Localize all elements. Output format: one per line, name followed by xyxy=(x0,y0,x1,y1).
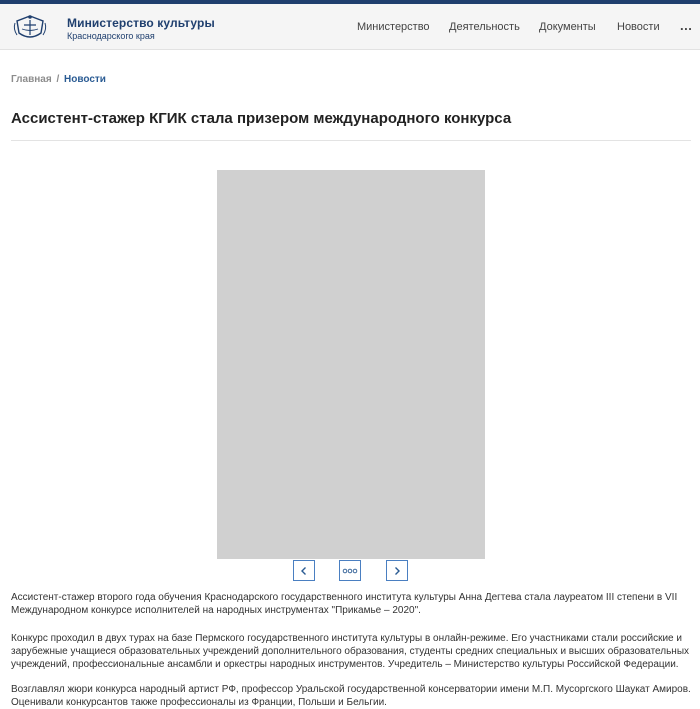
nav-item-ministry[interactable]: Министерство xyxy=(357,21,430,33)
site-header xyxy=(0,4,700,50)
article-paragraph-2: Конкурс проходил в двух турах на базе Пермского государственного института культуры в онлайн-режиме. Его участниками стали российские и зарубежные учащиеся образовательных учреждений дополнительного образования, студенты средних специальных и высших образовательных учреждений, профессиональные ансамбли и оркестры народных инструментов. Учредитель – Министерство культуры Российской Федерации. xyxy=(11,633,690,670)
article-paragraph-3: Возглавлял жюри конкурса народный артист РФ, профессор Уральской государственной консерватории имени М.П. Мусоргского Шаукат Амиров. Оценивали конкурсантов также профессионалы из Франции, Польши и Бельгии. xyxy=(11,684,691,708)
title-divider xyxy=(11,140,691,141)
nav-item-news[interactable]: Новости xyxy=(617,21,660,33)
more-menu-button[interactable]: ... xyxy=(680,18,693,33)
page-title: Ассистент-стажер КГИК стала призером международного конкурса xyxy=(11,110,512,127)
dots-icon xyxy=(342,567,358,575)
article-photo-placeholder xyxy=(217,170,485,559)
chevron-left-icon xyxy=(299,566,309,576)
coat-of-arms-icon[interactable] xyxy=(13,13,47,43)
article-paragraph-1: Ассистент-стажер второго года обучения Краснодарского государственного института культуры Анна Дегтева стала лауреатом III степени в VII Международном конкурсе исполнителей на народных инструментах "Прикамье – 2020". xyxy=(11,592,678,616)
slider-gallery-button[interactable] xyxy=(339,560,361,581)
slider-next-button[interactable] xyxy=(386,560,408,581)
nav-item-documents[interactable]: Документы xyxy=(539,21,596,33)
nav-item-activity[interactable]: Деятельность xyxy=(449,21,520,33)
chevron-right-icon xyxy=(392,566,402,576)
breadcrumb xyxy=(11,74,106,85)
site-title[interactable]: Министерство культуры xyxy=(67,16,215,30)
breadcrumb-separator: / xyxy=(56,74,60,85)
site-subtitle[interactable]: Краснодарского края xyxy=(67,31,155,41)
article-photo[interactable] xyxy=(217,170,485,559)
slider-prev-button[interactable] xyxy=(293,560,315,581)
breadcrumb-home-link[interactable]: Главная xyxy=(11,74,52,85)
breadcrumb-news-link[interactable]: Новости xyxy=(64,74,106,85)
